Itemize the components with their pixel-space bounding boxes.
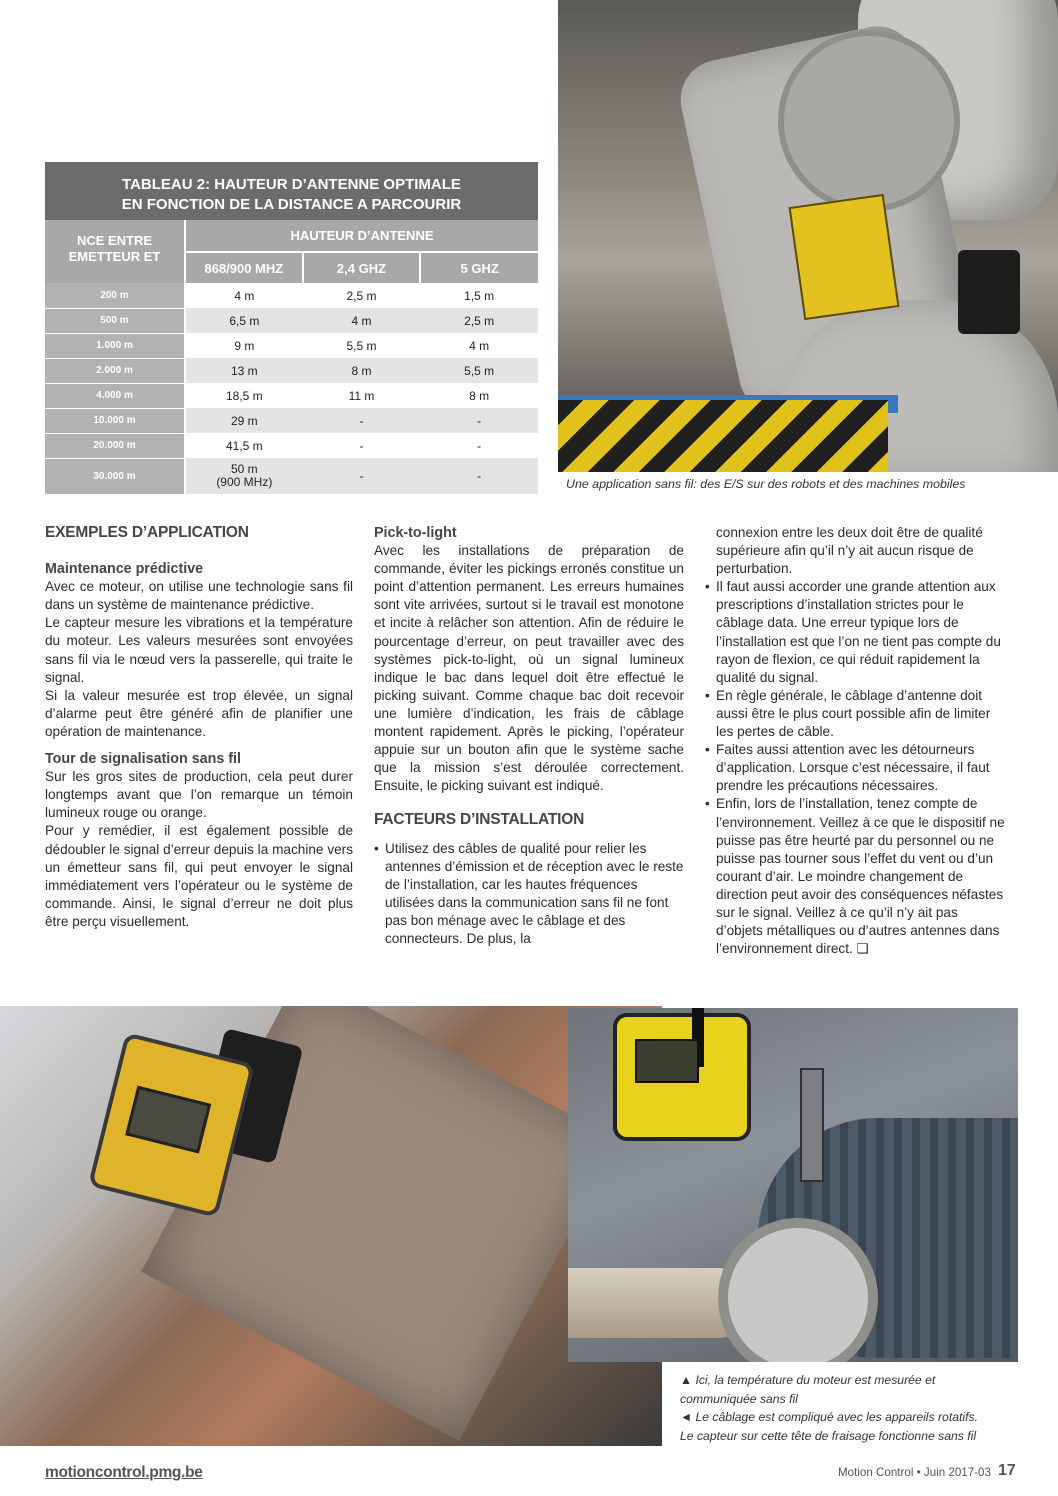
bullet-list bbox=[374, 840, 684, 949]
table-body bbox=[45, 220, 538, 495]
table-row: 20.000 m 41,5 m - - bbox=[45, 433, 538, 458]
header-col-868: 868/900 MHZ bbox=[185, 252, 303, 283]
table-row: 1.000 m 9 m 5,5 m 4 m bbox=[45, 333, 538, 358]
table-title: TABLEAU 2: HAUTEUR D’ANTENNE OPTIMALE EN FONCTION DE LA DISTANCE A PARCOURIR bbox=[45, 162, 538, 220]
table-row: 10.000 m 29 m - - bbox=[45, 408, 538, 433]
website-link[interactable]: motioncontrol.pmg.be bbox=[45, 1464, 203, 1481]
antenna-height-table bbox=[45, 162, 538, 495]
paragraph: Avec les installations de préparation de commande, éviter les pickings erronés constitue un point d’attention permanent. Les erreurs humaines sont vite arrivées, surtout si le travail est monotone et incite à relâcher son attention. Afin de réduire le pourcentage d’erreur, on peut travailler avec des systèmes pick-to-light, où un signal lumineux indique le bac dans lequel doit être effectué le picking suivant. Comme chaque bac doit recevoir une lumière d’indication, les frais de câblage montent rapidement. Après le picking, l’opérateur appuie sur un bouton afin que le système sache que la mission s’est déroulée correctement. Ensuite, le picking suivant est indiqué. bbox=[374, 543, 684, 794]
article-column-2 bbox=[374, 524, 684, 948]
paragraph: Avec ce moteur, on utilise une technologie sans fil dans un système de maintenance prédictive. bbox=[45, 579, 353, 613]
magazine-issue: Motion Control • Juin 2017-03 bbox=[838, 1466, 991, 1479]
article-column-1 bbox=[45, 524, 353, 931]
table-row: 200 m 4 m 2,5 m 1,5 m bbox=[45, 283, 538, 308]
paragraph: Si la valeur mesurée est trop élevée, un signal d’alarme peut être généré afin de planifier une opération de maintenance. bbox=[45, 687, 353, 739]
header-antenna-height: HAUTEUR D’ANTENNE bbox=[185, 220, 538, 252]
section-heading-installation: FACTEURS D’INSTALLATION bbox=[374, 811, 585, 829]
list-item: • Il faut aussi accorder une grande attention aux prescriptions d’installation strictes pour le câblage data. Une erreur typique lors de l’installation est que l’on ne tient pas compte du rayon de flexion, ce qui réduit rapidement la qualité du signal. bbox=[705, 578, 1005, 687]
milling-head-photo bbox=[0, 1006, 662, 1446]
header-distance: NCE ENTRE EMETTEUR ET bbox=[45, 220, 185, 283]
paragraph: connexion entre les deux doit être de qualité supérieure afin qu’il n’y ait aucun risque de perturbation. bbox=[716, 525, 983, 577]
article-column-3 bbox=[705, 524, 1005, 958]
bullet-list bbox=[705, 578, 1005, 958]
paragraph: Pour y remédier, il est également possible de dédoubler le signal d’erreur depuis la machine vers un émetteur sans fil, qui peut envoyer le signal immédiatement vers l’opérateur ou le système de commande. Ainsi, le signal d’erreur ne doit plus être perçu visuellement. bbox=[45, 823, 353, 929]
subheading-pick-to-light: Pick-to-light bbox=[374, 525, 457, 541]
page-number: 17 bbox=[998, 1462, 1016, 1479]
paragraph: Le capteur mesure les vibrations et la température du moteur. Les valeurs mesurées sont envoyées sans fil via le nœud vers la passerelle, qui traite le signal. bbox=[45, 615, 353, 685]
table-row: 500 m 6,5 m 4 m 2,5 m bbox=[45, 308, 538, 333]
bottom-photos-caption: ▲ Ici, la température du moteur est mesurée et communiquée sans fil ◄ Le câblage est compliqué avec les appareils rotatifs. Le capteur sur cette tête de fraisage fonctionne sans fil bbox=[680, 1373, 978, 1443]
header-col-5: 5 GHZ bbox=[420, 252, 538, 283]
section-heading-examples: EXEMPLES D’APPLICATION bbox=[45, 524, 249, 541]
paragraph: Sur les gros sites de production, cela peut durer longtemps avant que l’on remarque un témoin lumineux rouge ou orange. bbox=[45, 769, 353, 821]
motor-sensor-photo bbox=[568, 1008, 1018, 1362]
robot-photo-caption: Une application sans fil: des E/S sur des robots et des machines mobiles bbox=[566, 477, 966, 491]
table-row: 2.000 m 13 m 8 m 5,5 m bbox=[45, 358, 538, 383]
table-row: 30.000 m 50 m (900 MHz) - - bbox=[45, 458, 538, 494]
list-item: • En règle générale, le câblage d’antenne doit aussi être le plus court possible afin de limiter les pertes de câble. bbox=[705, 687, 1005, 741]
subheading-signal-tower: Tour de signalisation sans fil bbox=[45, 751, 241, 768]
table-row: 4.000 m 18,5 m 11 m 8 m bbox=[45, 383, 538, 408]
robot-arm-photo bbox=[558, 0, 1058, 472]
end-of-article-icon: ❑ bbox=[856, 941, 869, 957]
list-item: • Faites aussi attention avec les détourneurs d’application. Lorsque c’est nécessaire, il faut prendre les précautions nécessaires. bbox=[705, 741, 1005, 795]
header-col-24: 2,4 GHZ bbox=[303, 252, 421, 283]
list-item: • Utilisez des câbles de qualité pour relier les antennes d’émission et de réception avec le reste de l’installation, car les hautes fréquences utilisées dans la communication sans fil ne font pas bon ménage avec le câblage et des connecteurs. De plus, la bbox=[374, 840, 684, 949]
list-item: • Enfin, lors de l’installation, tenez compte de l’environnement. Veillez à ce que le dispositif ne puisse pas être heurté par du personnel ou ne puisse pas tourner sous l’effet du vent ou d’un courant d’air. Le moindre changement de direction peut avoir des conséquences néfastes sur le signal. Veillez à ce qu’il n’y ait pas d’objets métalliques ou d’autres antennes dans l’environnement direct. ❑ bbox=[705, 795, 1005, 958]
subheading-maintenance: Maintenance prédictive bbox=[45, 561, 204, 578]
